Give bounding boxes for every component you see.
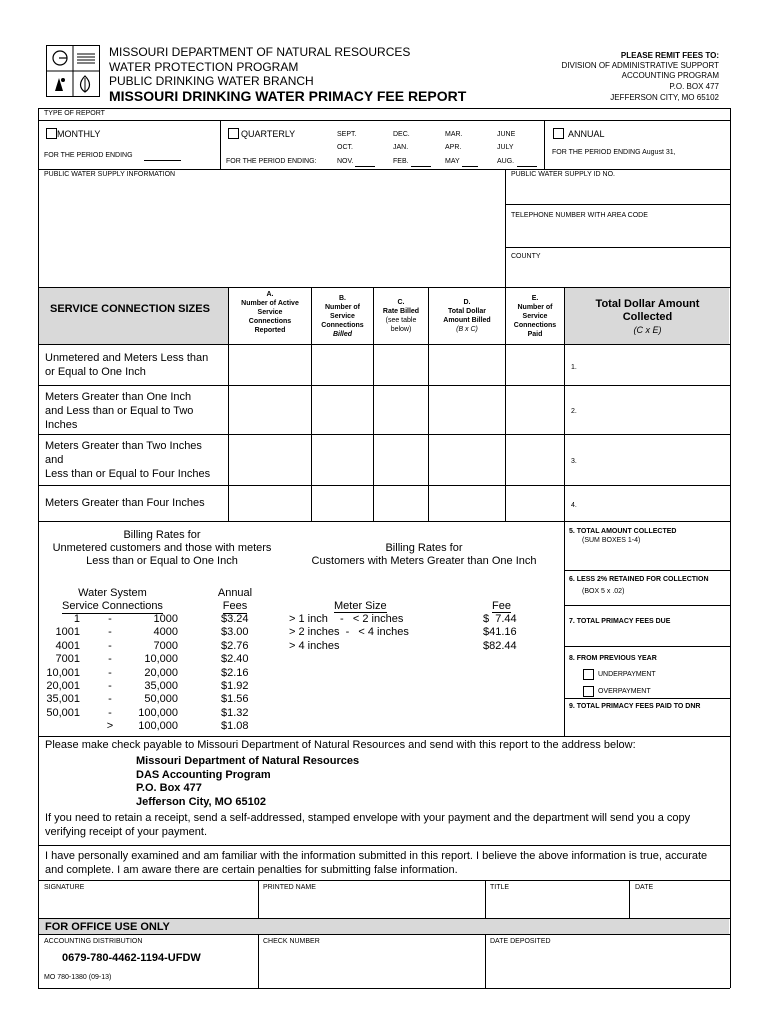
underpayment-label: UNDERPAYMENT	[598, 671, 656, 678]
receipt-note: If you need to retain a receipt, send a self-addressed, stamped envelope with your payment and the department will send you a copy verifying receipt of your payment.	[45, 812, 691, 838]
monthly-checkbox[interactable]	[46, 128, 57, 139]
date-label: DATE	[635, 884, 654, 891]
meter-fee: $ 7.44	[483, 613, 517, 625]
table-row-label: Meters Greater than One Inch and Less than or Equal to Two Inches	[45, 391, 194, 431]
title-label: TITLE	[490, 884, 510, 891]
type-of-report-label: TYPE OF REPORT	[44, 110, 105, 117]
row-number: 2.	[571, 408, 577, 415]
month-feb: FEB.	[393, 158, 409, 165]
annual-period-label: FOR THE PERIOD ENDING August 31,	[552, 149, 676, 156]
month-oct: OCT.	[337, 144, 353, 151]
col-c-header: C. Rate Billed (see table below)	[382, 299, 420, 333]
retained-label: 6. LESS 2% RETAINED FOR COLLECTION	[569, 576, 709, 583]
agency-line: PUBLIC DRINKING WATER BRANCH	[109, 74, 314, 88]
month-nov: NOV.	[337, 158, 354, 165]
signature-label: SIGNATURE	[44, 884, 85, 891]
row-number: 3.	[571, 458, 577, 465]
signature-field[interactable]	[40, 893, 256, 917]
table-row-label: Meters Greater than Four Inches	[45, 497, 205, 509]
monthly-period-field[interactable]	[144, 160, 181, 161]
remit-line: DIVISION OF ADMINISTRATIVE SUPPORT	[561, 61, 719, 70]
month-mar: MAR.	[445, 131, 463, 138]
month-jan: JAN.	[393, 144, 409, 151]
check-number-label: CHECK NUMBER	[263, 938, 320, 945]
monthly-label: MONTHLY	[57, 129, 101, 139]
remit-line: P.O. BOX 477	[669, 82, 719, 91]
month-june: JUNE	[497, 131, 516, 138]
aug-field[interactable]	[517, 166, 537, 167]
printed-name-label: PRINTED NAME	[263, 884, 316, 891]
title-field[interactable]	[487, 893, 627, 917]
agency-line: MISSOURI DEPARTMENT OF NATURAL RESOURCES	[109, 45, 411, 59]
col-e-header: E. Number of Service Connections Paid	[513, 295, 557, 338]
total-collected-label: 5. TOTAL AMOUNT COLLECTED	[569, 528, 677, 535]
annual-label: ANNUAL	[568, 129, 605, 139]
month-aug: AUG.	[497, 158, 515, 165]
accounting-distribution-value: 0679-780-4462-1194-UFDW	[62, 952, 201, 964]
county-label: COUNTY	[511, 253, 541, 260]
remit-heading: PLEASE REMIT FEES TO:	[620, 51, 719, 60]
meter-size: > 1 inch - < 2 inches	[289, 613, 404, 625]
feb-field[interactable]	[411, 166, 431, 167]
quarterly-label: QUARTERLY	[241, 129, 296, 139]
payment-instructions: Please make check payable to Missouri Department of Natural Resources and send with this report to the address below:	[45, 739, 636, 751]
month-july: JULY	[497, 144, 514, 151]
underpayment-checkbox[interactable]	[583, 669, 594, 680]
table-row-label: Meters Greater than Two Inches and Less than or Equal to Four Inches	[45, 440, 211, 480]
fees-due-label: 7. TOTAL PRIMACY FEES DUE	[569, 618, 671, 625]
meter-fee: $41.16	[483, 626, 517, 638]
table-row-label: Unmetered and Meters Less than or Equal to One Inch	[45, 352, 209, 378]
unmetered-rates-heading: Billing Rates for Unmetered customers and those with meters Less than or Equal to One Inch	[52, 529, 272, 567]
quarterly-period-label: FOR THE PERIOD ENDING:	[226, 158, 317, 165]
may-field[interactable]	[462, 166, 478, 167]
remit-line: JEFFERSON CITY, MO 65102	[610, 93, 719, 102]
office-use-heading: FOR OFFICE USE ONLY	[45, 921, 170, 933]
form-number: MO 780-1380 (09-13)	[44, 974, 112, 981]
remit-line: ACCOUNTING PROGRAM	[621, 71, 719, 80]
row-number: 4.	[571, 502, 577, 509]
overpayment-checkbox[interactable]	[583, 686, 594, 697]
printed-name-field[interactable]	[260, 893, 483, 917]
meter-size-heading: Meter Size	[334, 600, 387, 612]
total-collected-sub: (SUM BOXES 1-4)	[582, 537, 641, 544]
water-system-heading: Water System Service Connections	[62, 587, 163, 612]
annual-fees-heading: Annual Fees	[217, 587, 253, 612]
nov-field[interactable]	[355, 166, 375, 167]
col-a-header: A. Number of Active Service Connections Reported	[241, 291, 299, 334]
pws-info-label: PUBLIC WATER SUPPLY INFORMATION	[44, 171, 176, 178]
dnr-logo	[46, 45, 100, 97]
dnr-logo-icon	[47, 46, 99, 96]
pws-id-label: PUBLIC WATER SUPPLY ID NO.	[511, 171, 615, 178]
monthly-period-label: FOR THE PERIOD ENDING	[44, 152, 133, 159]
annual-checkbox[interactable]	[553, 128, 564, 139]
pws-info-field[interactable]	[40, 182, 502, 284]
fees-paid-label: 9. TOTAL PRIMACY FEES PAID TO DNR	[569, 703, 701, 710]
metered-rates-heading: Billing Rates for Customers with Meters Greater than One Inch	[311, 542, 537, 567]
mailing-address: Missouri Department of Natural Resources DAS Accounting Program P.O. Box 477 Jefferson City, MO 65102	[136, 755, 360, 808]
date-deposited-label: DATE DEPOSITED	[490, 938, 551, 945]
quarterly-checkbox[interactable]	[228, 128, 239, 139]
meter-size: > 2 inches - < 4 inches	[289, 626, 409, 638]
col-total-header: Total Dollar Amount Collected (C x E)	[595, 298, 700, 335]
table-title: SERVICE CONNECTION SIZES	[50, 303, 210, 315]
col-b-header: B. Number of Service Connections Billed	[321, 295, 364, 338]
month-sept: SEPT.	[337, 131, 357, 138]
agency-line: WATER PROTECTION PROGRAM	[109, 60, 299, 74]
meter-fee: $82.44	[483, 640, 517, 652]
accounting-distribution-label: ACCOUNTING DISTRIBUTION	[44, 938, 143, 945]
month-apr: APR.	[445, 144, 462, 151]
date-field[interactable]	[631, 893, 728, 917]
meter-size: > 4 inches	[289, 640, 340, 652]
month-may: MAY	[445, 158, 460, 165]
month-dec: DEC.	[393, 131, 410, 138]
meter-fee-heading: Fee	[492, 600, 511, 612]
col-d-header: D. Total Dollar Amount Billed (B x C)	[443, 299, 491, 333]
retained-sub: (BOX 5 x .02)	[582, 588, 625, 595]
page-title: MISSOURI DRINKING WATER PRIMACY FEE REPORT	[109, 88, 467, 104]
row-number: 1.	[571, 364, 577, 371]
phone-label: TELEPHONE NUMBER WITH AREA CODE	[511, 212, 648, 219]
certification-statement: I have personally examined and am familiar with the information submitted in this report. I believe the above information is true, accurate and complete. I am aware there are certain penalties for submitting false information.	[45, 850, 708, 876]
overpayment-label: OVERPAYMENT	[598, 688, 651, 695]
previous-year-label: 8. FROM PREVIOUS YEAR	[569, 655, 657, 662]
